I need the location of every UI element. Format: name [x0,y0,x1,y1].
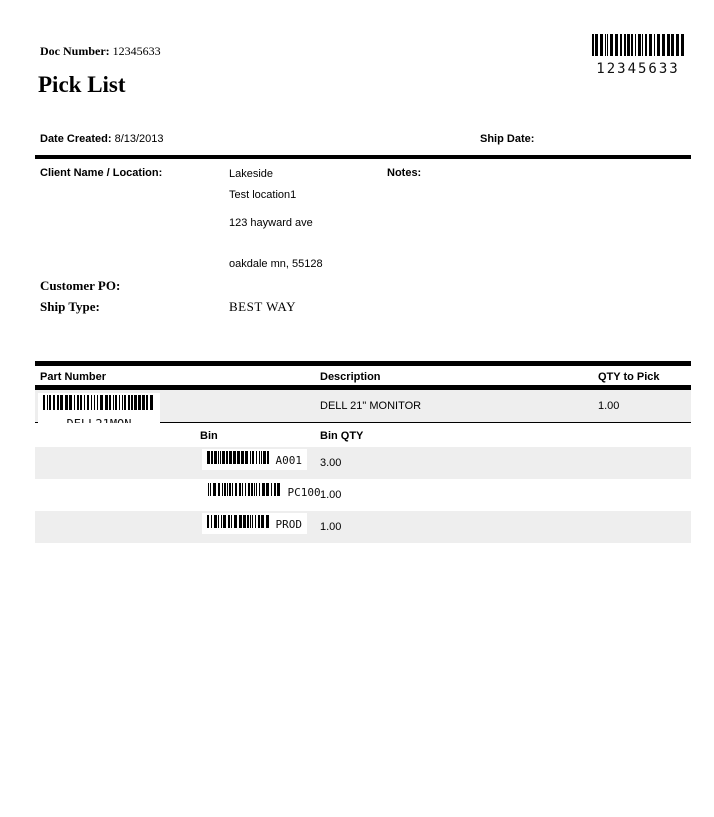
col-header-bin: Bin [200,430,218,442]
notes-label: Notes: [387,167,422,179]
date-row [40,133,690,145]
client-street: 123 hayward ave [229,217,313,229]
barcode-bars-icon [590,34,686,56]
bin-qty-value: 1.00 [320,489,342,501]
part-description: DELL 21" MONITOR [320,400,422,412]
doc-barcode-text: 12345633 [596,61,680,77]
table-row-bin [35,479,691,511]
barcode-bars-icon [207,451,271,464]
col-header-part-number: Part Number [40,371,107,383]
bin-barcode [202,513,307,534]
table-row-bin [35,511,691,543]
doc-number [40,44,161,59]
bin-barcode-text: PC100 [287,486,321,499]
bin-qty-value: 1.00 [320,521,342,533]
customer-po-label: Customer PO: [40,278,121,293]
barcode-bars-icon [207,483,283,496]
col-header-bin-qty: Bin QTY [320,430,364,442]
bin-barcode-text: A001 [275,454,302,467]
bin-barcode-text: PROD [275,518,302,531]
pick-list-table [35,361,691,543]
doc-barcode [590,34,686,77]
bin-barcode [202,449,307,470]
bin-header-row [35,423,691,447]
table-header-row [35,366,691,385]
barcode-bars-icon [207,515,271,528]
ship-date-label: Ship Date: [480,133,535,145]
ship-type-label: Ship Type: [40,299,100,314]
col-header-qty-to-pick: QTY to Pick [598,371,660,383]
part-qty-to-pick: 1.00 [598,400,620,412]
client-city-state-zip: oakdale mn, 55128 [229,258,323,270]
client-name-label: Client Name / Location: [40,167,163,179]
table-row-bin [35,447,691,479]
bin-barcode [202,481,326,502]
date-created-value: 8/13/2013 [114,133,164,145]
ship-type-value: BEST WAY [229,299,296,314]
date-created-label: Date Created: [40,133,112,145]
horizontal-rule [35,155,691,159]
doc-number-label: Doc Number: [40,44,110,58]
col-header-description: Description [320,371,381,383]
table-row-part [35,390,691,422]
client-address-block [229,167,323,271]
client-name: Lakeside [229,168,274,180]
bin-qty-value: 3.00 [320,457,342,469]
client-location: Test location1 [229,189,297,201]
doc-number-value: 12345633 [112,44,161,58]
barcode-bars-icon [43,395,155,410]
page-title: Pick List [38,72,126,97]
